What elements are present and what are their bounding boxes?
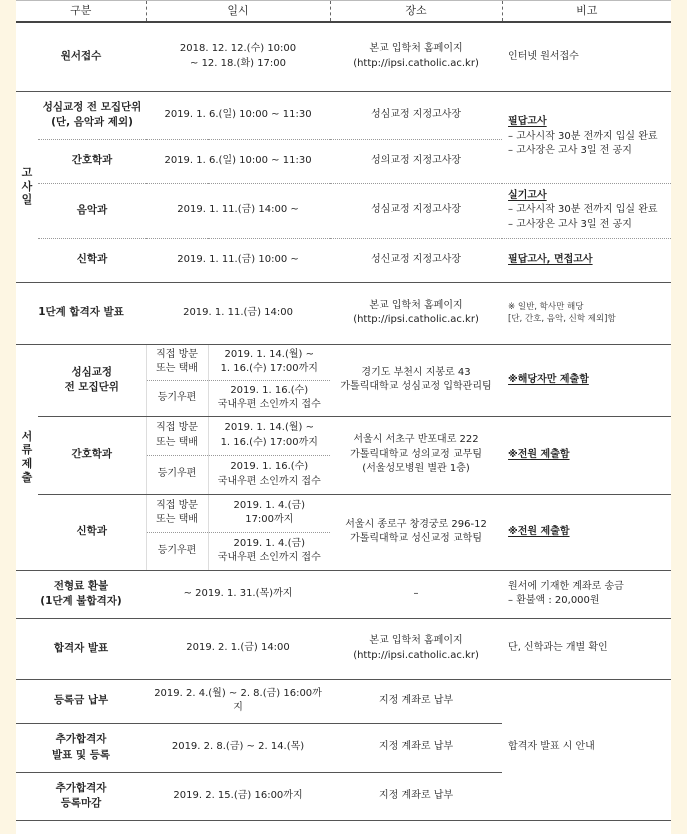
row-label: 성심교정 전 모집단위 (38, 344, 146, 416)
row-label: 추가합격자 발표 및 등록 (16, 723, 146, 772)
row-label: 신학과 (38, 494, 146, 570)
note-lines: – 고사시작 30분 전까지 입실 완료 – 고사장은 고사 3일 전 공지 (508, 130, 658, 157)
table-row (16, 416, 671, 455)
submit-method: 등기우편 (146, 532, 208, 570)
row-date: 2019. 2. 1.(금) 14:00 (146, 618, 330, 679)
row-date: ~ 2019. 1. 31.(목)까지 (146, 570, 330, 618)
submit-date: 2019. 1. 16.(수) 국내우편 소인까지 접수 (208, 455, 330, 494)
row-label: 신학과 (38, 238, 146, 282)
row-place: – (330, 570, 502, 618)
submit-method: 직접 방문 또는 택배 (146, 494, 208, 532)
row-note: ※ 일반, 학사만 해당 [단, 간호, 음악, 신학 제외]함 (502, 282, 671, 344)
submit-date: 2019. 1. 4.(금) 17:00까지 (208, 494, 330, 532)
row-label: 합격자 발표 (16, 618, 146, 679)
row-place: 지정 계좌로 납부 (330, 772, 502, 820)
note-title: 실기고사 (508, 189, 547, 201)
row-date: 2019. 1. 6.(일) 10:00 ~ 11:30 (146, 139, 330, 183)
group-exam-label: 고 사 일 (16, 91, 38, 282)
row-label: 등록금 납부 (16, 679, 146, 723)
table-row (16, 723, 671, 772)
header-place: 장소 (330, 1, 502, 23)
submit-method: 직접 방문 또는 택배 (146, 416, 208, 455)
row-note (502, 183, 671, 238)
row-label: 간호학과 (38, 416, 146, 494)
submit-method: 직접 방문 또는 택배 (146, 344, 208, 380)
table-row (16, 183, 671, 238)
row-place: 경기도 부천시 지봉로 43 가톨릭대학교 성심교정 입학관리팀 (330, 344, 502, 416)
row-date: 2019. 1. 6.(일) 10:00 ~ 11:30 (146, 91, 330, 139)
header-datetime: 일시 (146, 1, 330, 23)
row-note-empty (502, 679, 671, 723)
note-lines: – 고사시작 30분 전까지 입실 완료 – 고사장은 고사 3일 전 공지 (508, 204, 658, 230)
row-place: 성신교정 지정고사장 (330, 238, 502, 282)
row-date: 2019. 1. 11.(금) 14:00 (146, 282, 330, 344)
header-remarks: 비고 (502, 1, 671, 23)
header-row (16, 1, 671, 23)
row-note (502, 91, 671, 183)
row-place: 성심교정 지정고사장 (330, 91, 502, 139)
row-note: 합격자 발표 시 안내 (508, 741, 595, 753)
row-date: 2018. 12. 12.(수) 10:00 ~ 12. 18.(화) 17:00 (146, 22, 330, 91)
row-place: 서울시 서초구 반포대로 222 가톨릭대학교 성의교정 교무팀 (서울성모병원 별관 1층) (330, 416, 502, 494)
table-row (16, 772, 671, 820)
submit-method: 등기우편 (146, 455, 208, 494)
row-place: 서울시 종로구 창경궁로 296-12 가톨릭대학교 성신교정 교학팀 (330, 494, 502, 570)
row-date: 2019. 1. 11.(금) 10:00 ~ (146, 238, 330, 282)
note-title: 필답고사 (508, 116, 547, 128)
table-row (16, 618, 671, 679)
table-row (16, 282, 671, 344)
table-row (16, 238, 671, 282)
table-row (16, 91, 671, 139)
row-note: 필답고사, 면접고사 (502, 238, 671, 282)
row-place: 본교 입학처 홈페이지 (http://ipsi.catholic.ac.kr) (330, 22, 502, 91)
table-row (16, 494, 671, 532)
row-label: 1단계 합격자 발표 (16, 282, 146, 344)
row-label: 전형료 환불 (1단계 불합격자) (16, 570, 146, 618)
row-date: 2019. 2. 4.(월) ~ 2. 8.(금) 16:00까지 (146, 679, 330, 723)
submit-date: 2019. 1. 14.(월) ~ 1. 16.(수) 17:00까지 (208, 416, 330, 455)
row-note: ※전원 제출함 (502, 494, 671, 570)
row-date: 2019. 2. 15.(금) 16:00까지 (146, 772, 330, 820)
submit-date: 2019. 1. 16.(수) 국내우편 소인까지 접수 (208, 380, 330, 416)
row-note: ※해당자만 제출함 (502, 344, 671, 416)
row-label: 원서접수 (16, 22, 146, 91)
submit-method: 등기우편 (146, 380, 208, 416)
row-place: 본교 입학처 홈페이지 (http://ipsi.catholic.ac.kr) (330, 282, 502, 344)
row-label: 성심교정 전 모집단위 (단, 음악과 제외) (38, 91, 146, 139)
row-label: 추가합격자 등록마감 (16, 772, 146, 820)
submit-date: 2019. 1. 14.(월) ~ 1. 16.(수) 17:00까지 (208, 344, 330, 380)
row-label: 간호학과 (38, 139, 146, 183)
table-row (16, 22, 671, 91)
table-row (16, 570, 671, 618)
table-row (16, 344, 671, 380)
schedule-sheet (16, 0, 671, 834)
row-note: 단, 신학과는 개별 확인 (502, 618, 671, 679)
header-category: 구분 (16, 1, 146, 23)
row-place: 본교 입학처 홈페이지 (http://ipsi.catholic.ac.kr) (330, 618, 502, 679)
row-note: ※전원 제출함 (502, 416, 671, 494)
row-date: 2019. 2. 8.(금) ~ 2. 14.(목) (146, 723, 330, 772)
row-place: 성심교정 지정고사장 (330, 183, 502, 238)
row-label: 음악과 (38, 183, 146, 238)
row-place: 지정 계좌로 납부 (330, 723, 502, 772)
submit-date: 2019. 1. 4.(금) 국내우편 소인까지 접수 (208, 532, 330, 570)
row-place: 성의교정 지정고사장 (330, 139, 502, 183)
group-docs-label: 서 류 제 출 (16, 344, 38, 570)
schedule-table (16, 0, 671, 821)
row-note: 원서에 기재한 계좌로 송금 – 환불액 : 20,000원 (502, 570, 671, 618)
row-note-empty (502, 772, 671, 820)
row-note: 인터넷 원서접수 (502, 22, 671, 91)
table-row (16, 679, 671, 723)
row-place: 지정 계좌로 납부 (330, 679, 502, 723)
row-date: 2019. 1. 11.(금) 14:00 ~ (146, 183, 330, 238)
